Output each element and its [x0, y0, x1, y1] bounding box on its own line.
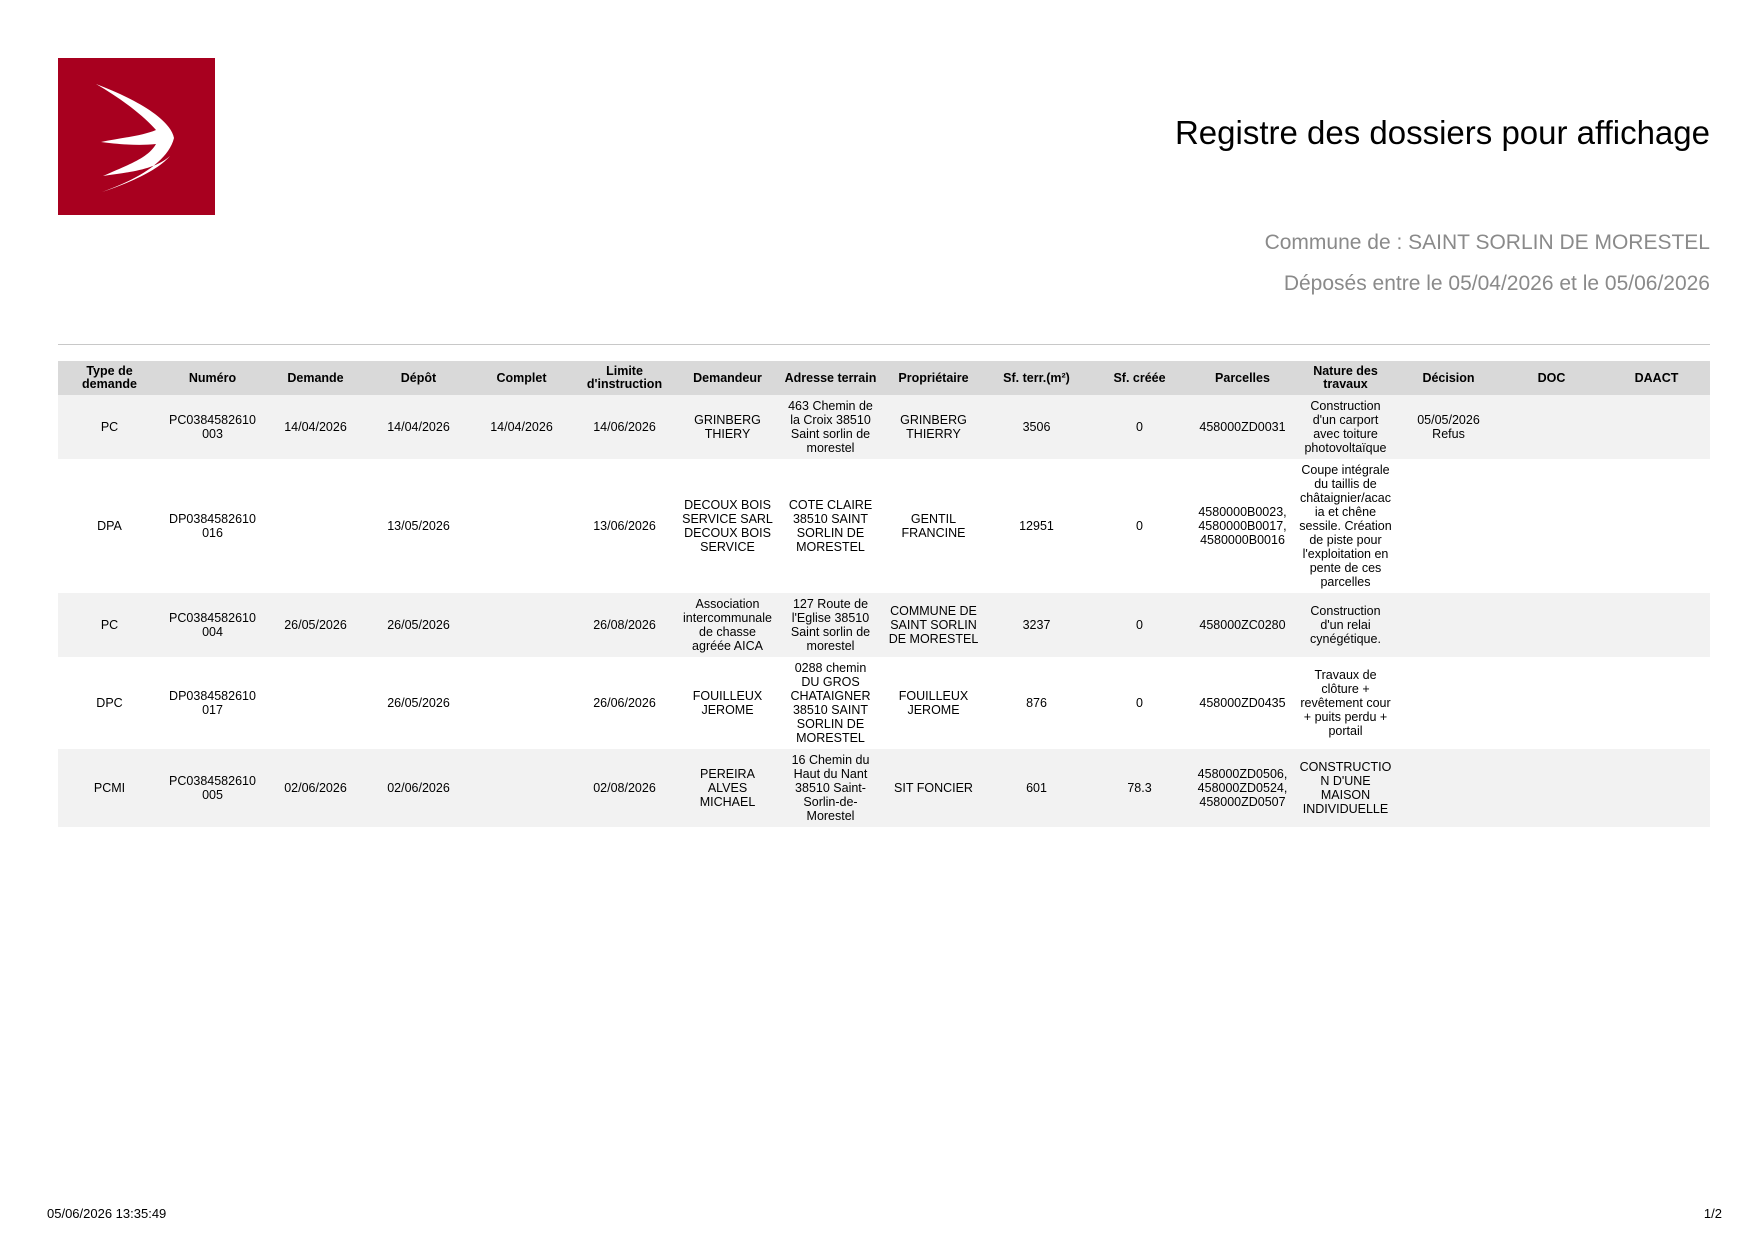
cell-sf-creee: 0 [1088, 459, 1191, 593]
cell-sf-terr: 3506 [985, 395, 1088, 459]
swift-bird-logo-icon [58, 58, 215, 215]
table-row [58, 749, 1710, 827]
cell-parcelles: 458000ZD0506, 458000ZD0524, 458000ZD0507 [1191, 749, 1294, 827]
cell-demande: 14/04/2026 [264, 395, 367, 459]
col-header-type: Type de demande [58, 361, 161, 395]
cell-type: PC [58, 395, 161, 459]
cell-adresse: COTE CLAIRE 38510 SAINT SORLIN DE MORESTEL [779, 459, 882, 593]
cell-type: DPA [58, 459, 161, 593]
col-header-sf-creee: Sf. créée [1088, 361, 1191, 395]
col-header-parcelles: Parcelles [1191, 361, 1294, 395]
cell-complet [470, 593, 573, 657]
table-row [58, 395, 1710, 459]
col-header-limite: Limite d'instruction [573, 361, 676, 395]
cell-daact [1603, 749, 1710, 827]
cell-type: DPC [58, 657, 161, 749]
cell-depot: 13/05/2026 [367, 459, 470, 593]
cell-numero: PC0384582610 004 [161, 593, 264, 657]
cell-numero: PC0384582610 005 [161, 749, 264, 827]
cell-depot: 26/05/2026 [367, 657, 470, 749]
logo [58, 58, 215, 215]
cell-doc [1500, 395, 1603, 459]
cell-complet: 14/04/2026 [470, 395, 573, 459]
cell-limite: 26/08/2026 [573, 593, 676, 657]
header-divider [58, 344, 1710, 345]
cell-decision [1397, 593, 1500, 657]
cell-limite: 02/08/2026 [573, 749, 676, 827]
cell-adresse: 463 Chemin de la Croix 38510 Saint sorlin de morestel [779, 395, 882, 459]
cell-type: PC [58, 593, 161, 657]
cell-sf-terr: 3237 [985, 593, 1088, 657]
cell-parcelles: 458000ZD0435 [1191, 657, 1294, 749]
cell-proprietaire: FOUILLEUX JEROME [882, 657, 985, 749]
cell-demandeur: Association intercommunale de chasse agréée AICA [676, 593, 779, 657]
cell-doc [1500, 749, 1603, 827]
cell-decision [1397, 749, 1500, 827]
cell-numero: PC0384582610 003 [161, 395, 264, 459]
print-timestamp: 05/06/2026 13:35:49 [47, 1206, 167, 1221]
cell-parcelles: 458000ZD0031 [1191, 395, 1294, 459]
cell-sf-terr: 601 [985, 749, 1088, 827]
table-row [58, 657, 1710, 749]
cell-adresse: 0288 chemin DU GROS CHATAIGNER 38510 SAINT SORLIN DE MORESTEL [779, 657, 882, 749]
col-header-decision: Décision [1397, 361, 1500, 395]
cell-sf-terr: 876 [985, 657, 1088, 749]
col-header-complet: Complet [470, 361, 573, 395]
col-header-demandeur: Demandeur [676, 361, 779, 395]
col-header-nature: Nature des travaux [1294, 361, 1397, 395]
cell-sf-terr: 12951 [985, 459, 1088, 593]
cell-complet [470, 459, 573, 593]
cell-adresse: 127 Route de l'Eglise 38510 Saint sorlin de morestel [779, 593, 882, 657]
cell-daact [1603, 593, 1710, 657]
cell-proprietaire: COMMUNE DE SAINT SORLIN DE MORESTEL [882, 593, 985, 657]
page-number: 1/2 [1703, 1206, 1722, 1221]
cell-proprietaire: SIT FONCIER [882, 749, 985, 827]
cell-demande: 26/05/2026 [264, 593, 367, 657]
table-row [58, 459, 1710, 593]
period-subtitle: Déposés entre le 05/04/2026 et le 05/06/2026 [1283, 272, 1710, 295]
table-row [58, 593, 1710, 657]
col-header-depot: Dépôt [367, 361, 470, 395]
cell-sf-creee: 0 [1088, 657, 1191, 749]
col-header-numero: Numéro [161, 361, 264, 395]
cell-limite: 13/06/2026 [573, 459, 676, 593]
cell-depot: 26/05/2026 [367, 593, 470, 657]
cell-limite: 14/06/2026 [573, 395, 676, 459]
cell-daact [1603, 657, 1710, 749]
cell-demandeur: FOUILLEUX JEROME [676, 657, 779, 749]
cell-depot: 02/06/2026 [367, 749, 470, 827]
cell-demandeur: PEREIRA ALVES MICHAEL [676, 749, 779, 827]
cell-numero: DP0384582610 016 [161, 459, 264, 593]
cell-decision [1397, 657, 1500, 749]
col-header-demande: Demande [264, 361, 367, 395]
col-header-sf-terr: Sf. terr.(m²) [985, 361, 1088, 395]
cell-nature: Construction d'un carport avec toiture photovoltaïque [1294, 395, 1397, 459]
cell-demandeur: DECOUX BOIS SERVICE SARL DECOUX BOIS SERVICE [676, 459, 779, 593]
cell-demande [264, 459, 367, 593]
cell-nature: Travaux de clôture + revêtement cour + puits perdu + portail [1294, 657, 1397, 749]
col-header-adresse: Adresse terrain [779, 361, 882, 395]
col-header-doc: DOC [1500, 361, 1603, 395]
cell-daact [1603, 459, 1710, 593]
register-table [58, 361, 1710, 827]
cell-demande [264, 657, 367, 749]
cell-parcelles: 4580000B0023, 4580000B0017, 4580000B0016 [1191, 459, 1294, 593]
cell-doc [1500, 657, 1603, 749]
cell-decision [1397, 459, 1500, 593]
cell-complet [470, 749, 573, 827]
cell-nature: Construction d'un relai cynégétique. [1294, 593, 1397, 657]
cell-limite: 26/06/2026 [573, 657, 676, 749]
cell-daact [1603, 395, 1710, 459]
cell-sf-creee: 0 [1088, 395, 1191, 459]
col-header-daact: DAACT [1603, 361, 1710, 395]
cell-demandeur: GRINBERG THIERY [676, 395, 779, 459]
cell-doc [1500, 593, 1603, 657]
cell-nature: Coupe intégrale du taillis de châtaignier/acac ia et chêne sessile. Création de piste pour l'exploitation en pente de ces parcelles [1294, 459, 1397, 593]
cell-proprietaire: GENTIL FRANCINE [882, 459, 985, 593]
cell-proprietaire: GRINBERG THIERRY [882, 395, 985, 459]
cell-sf-creee: 0 [1088, 593, 1191, 657]
cell-sf-creee: 78.3 [1088, 749, 1191, 827]
cell-parcelles: 458000ZC0280 [1191, 593, 1294, 657]
cell-depot: 14/04/2026 [367, 395, 470, 459]
cell-nature: CONSTRUCTIO N D'UNE MAISON INDIVIDUELLE [1294, 749, 1397, 827]
cell-decision: 05/05/2026 Refus [1397, 395, 1500, 459]
cell-demande: 02/06/2026 [264, 749, 367, 827]
cell-numero: DP0384582610 017 [161, 657, 264, 749]
table-header-row [58, 361, 1710, 395]
cell-complet [470, 657, 573, 749]
cell-adresse: 16 Chemin du Haut du Nant 38510 Saint- Sorlin-de- Morestel [779, 749, 882, 827]
col-header-proprietaire: Propriétaire [882, 361, 985, 395]
page-title: Registre des dossiers pour affichage [1174, 114, 1710, 151]
cell-doc [1500, 459, 1603, 593]
cell-type: PCMI [58, 749, 161, 827]
commune-subtitle: Commune de : SAINT SORLIN DE MORESTEL [1264, 231, 1710, 254]
